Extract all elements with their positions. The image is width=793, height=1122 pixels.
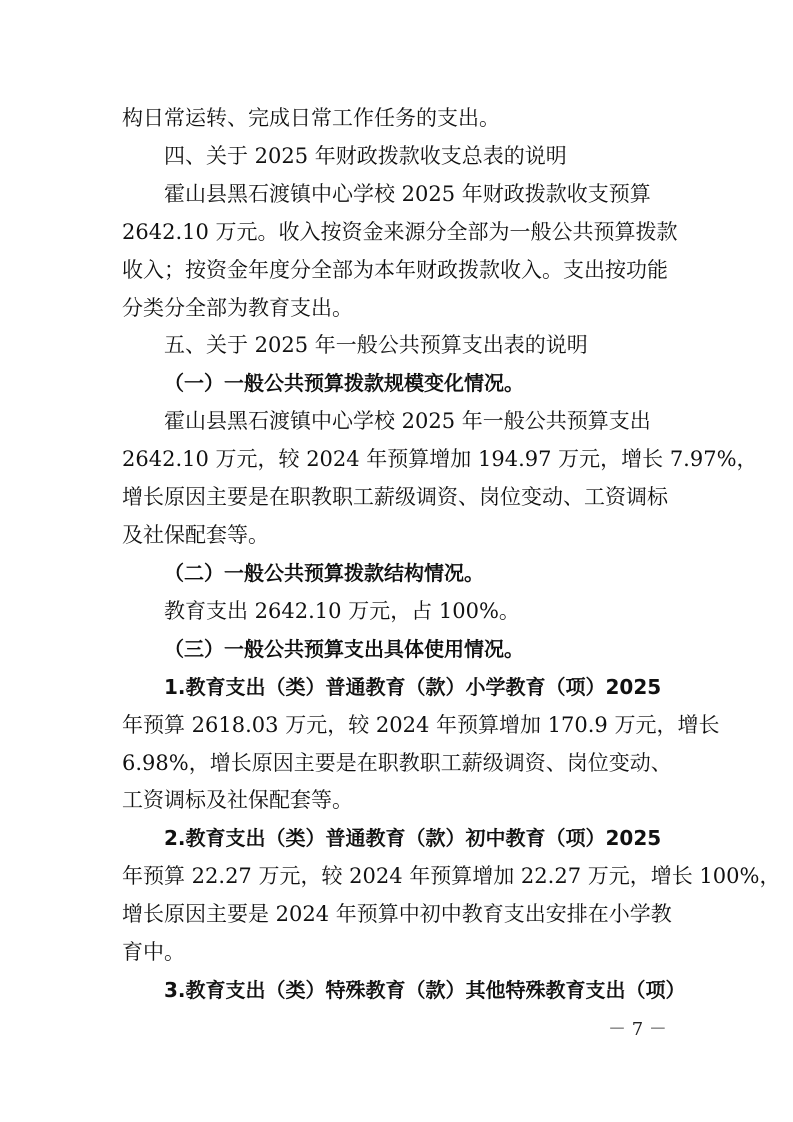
subsection-heading-1: （一）一般公共预算拨款规模变化情况。 — [164, 371, 524, 395]
body-text-line: 霍山县黑石渡镇中心学校 2025 年一般公共预算支出 — [164, 409, 651, 433]
body-text-line: 教育支出 2642.10 万元，占 100%。 — [164, 599, 520, 623]
section-heading-5: 五、关于 2025 年一般公共预算支出表的说明 — [164, 333, 588, 357]
body-text-line: 增长原因主要是在职教职工薪级调资、岗位变动、工资调标 — [122, 485, 668, 509]
page-number: － 7 － — [608, 1019, 667, 1040]
body-text-line: 育中。 — [122, 940, 185, 964]
body-text-line: 增长原因主要是 2024 年预算中初中教育支出安排在小学教 — [122, 902, 672, 926]
body-text-line: 构日常运转、完成日常工作任务的支出。 — [122, 106, 500, 130]
item-heading-3: 3.教育支出（类）特殊教育（款）其他特殊教育支出（项） — [164, 978, 686, 1002]
body-text-line: 及社保配套等。 — [122, 523, 269, 547]
body-text-line: 工资调标及社保配套等。 — [122, 788, 353, 812]
subsection-heading-2: （二）一般公共预算拨款结构情况。 — [164, 561, 484, 585]
body-text-line: 6.98%，增长原因主要是在职教职工薪级调资、岗位变动、 — [122, 751, 672, 775]
item-heading-1: 1.教育支出（类）普通教育（款）小学教育（项）2025 — [164, 675, 662, 699]
section-heading-4: 四、关于 2025 年财政拨款收支总表的说明 — [164, 144, 567, 168]
item-heading-2: 2.教育支出（类）普通教育（款）初中教育（项）2025 — [164, 826, 662, 850]
subsection-heading-3: （三）一般公共预算支出具体使用情况。 — [164, 637, 524, 661]
body-text-line: 分类分全部为教育支出。 — [122, 296, 353, 320]
body-text-line: 2642.10 万元，较 2024 年预算增加 194.97 万元，增长 7.97%， — [122, 447, 758, 471]
body-text-line: 年预算 2618.03 万元，较 2024 年预算增加 170.9 万元，增长 — [122, 713, 720, 737]
body-text-line: 2642.10 万元。收入按资金来源分全部为一般公共预算拨款 — [122, 220, 678, 244]
body-text-line: 年预算 22.27 万元，较 2024 年预算增加 22.27 万元，增长 100%， — [122, 864, 781, 888]
body-text-line: 收入；按资金年度分全部为本年财政拨款收入。支出按功能 — [122, 258, 668, 282]
body-text-line: 霍山县黑石渡镇中心学校 2025 年财政拨款收支预算 — [164, 182, 651, 206]
